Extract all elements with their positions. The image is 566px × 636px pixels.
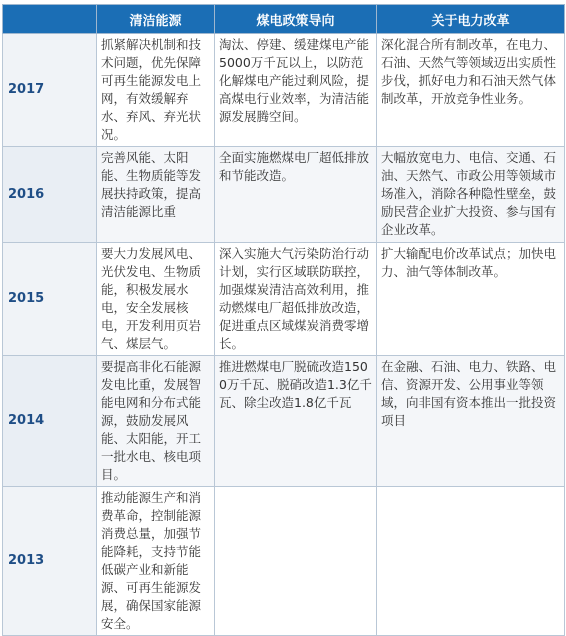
coal-policy-cell: 推进燃煤电厂脱硫改造1500万千瓦、脱硝改造1.3亿千瓦、除尘改造1.8亿千瓦 [215, 356, 377, 487]
power-reform-cell: 大幅放宽电力、电信、交通、石油、天然气、市政公用等领域市场准入，消除各种隐性壁垒，鼓励民营企业扩大投资、参与国有企业改革。 [377, 147, 565, 243]
header-year [3, 5, 97, 34]
clean-energy-cell: 推动能源生产和消费革命，控制能源消费总量，加强节能降耗，支持节能低碳产业和新能源、可再生能源发展，确保国家能源安全。 [97, 487, 215, 636]
power-reform-cell [377, 487, 565, 636]
power-reform-cell: 在金融、石油、电力、铁路、电信、资源开发、公用事业等领域，向非国有资本推出一批投资项目 [377, 356, 565, 487]
table-row-2014 [3, 356, 565, 487]
table-row-2015 [3, 243, 565, 356]
table-row-2016 [3, 147, 565, 243]
year-cell: 2016 [3, 147, 97, 243]
power-reform-cell: 扩大输配电价改革试点；加快电力、油气等体制改革。 [377, 243, 565, 356]
table-row-2017 [3, 34, 565, 147]
coal-policy-cell: 全面实施燃煤电厂超低排放和节能改造。 [215, 147, 377, 243]
clean-energy-cell: 要大力发展风电、光伏发电、生物质能，积极发展水电，安全发展核电，开发利用页岩气、煤层气。 [97, 243, 215, 356]
table-row-2013 [3, 487, 565, 636]
coal-policy-cell: 淘汰、停建、缓建煤电产能5000万千瓦以上，以防范化解煤电产能过剩风险，提高煤电行业效率，为清洁能源发展腾空间。 [215, 34, 377, 147]
clean-energy-cell: 要提高非化石能源发电比重，发展智能电网和分布式能源，鼓励发展风能、太阳能，开工一批水电、核电项目。 [97, 356, 215, 487]
header-coal-policy: 煤电政策导向 [215, 5, 377, 34]
policy-table [2, 4, 565, 636]
year-cell: 2014 [3, 356, 97, 487]
clean-energy-cell: 抓紧解决机制和技术问题，优先保障可再生能源发电上网，有效缓解弃水、弃风、弃光状况。 [97, 34, 215, 147]
year-cell: 2015 [3, 243, 97, 356]
header-row [3, 5, 565, 34]
coal-policy-cell [215, 487, 377, 636]
power-reform-cell: 深化混合所有制改革，在电力、石油、天然气等领域迈出实质性步伐，抓好电力和石油天然气体制改革，开放竞争性业务。 [377, 34, 565, 147]
clean-energy-cell: 完善风能、太阳能、生物质能等发展扶持政策，提高清洁能源比重 [97, 147, 215, 243]
year-cell: 2013 [3, 487, 97, 636]
year-cell: 2017 [3, 34, 97, 147]
header-power-reform: 关于电力改革 [377, 5, 565, 34]
header-clean-energy: 清洁能源 [97, 5, 215, 34]
coal-policy-cell: 深入实施大气污染防治行动计划，实行区域联防联控，加强煤炭清洁高效利用，推动燃煤电厂超低排放改造，促进重点区域煤炭消费零增长。 [215, 243, 377, 356]
